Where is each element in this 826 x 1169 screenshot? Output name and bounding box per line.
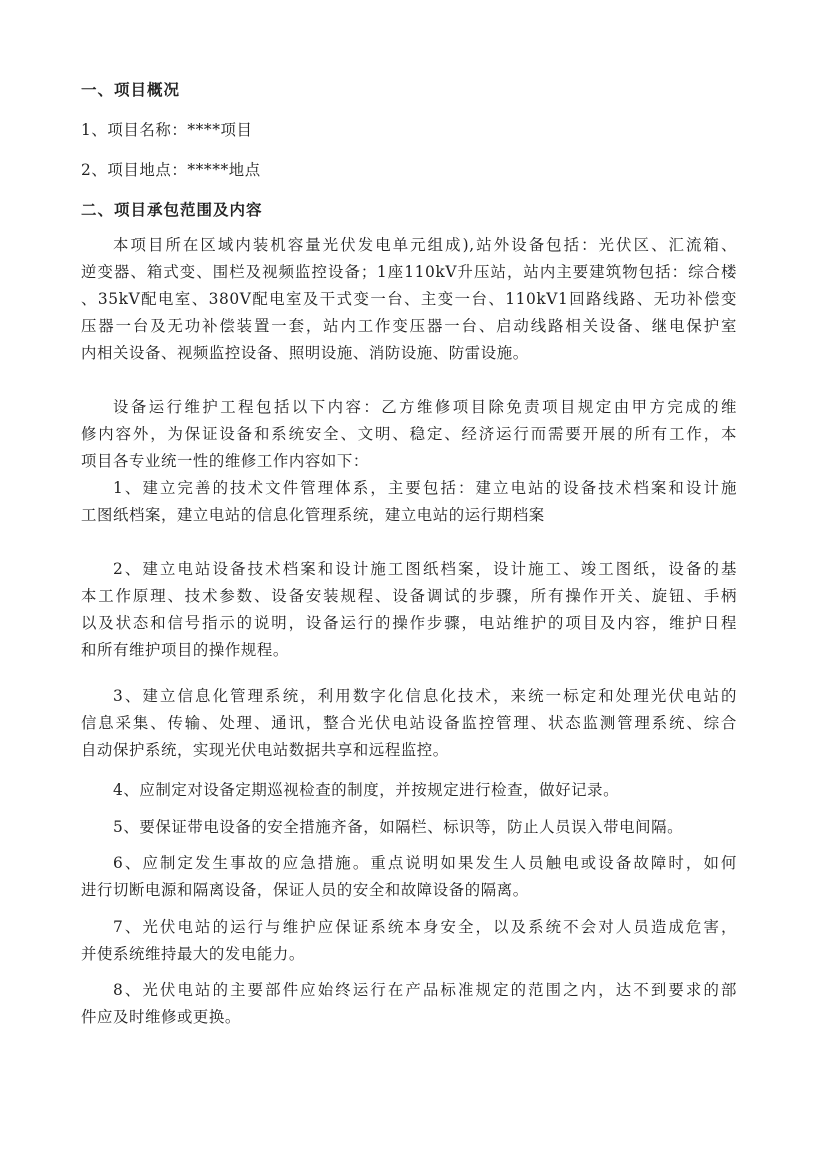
project-name-item: 1、项目名称：****项目 [81, 121, 253, 139]
list-item-line: 信息采集、传输、处理、通讯，整合光伏电站设备监控管理、状态监测管理系统、综合 [81, 714, 737, 732]
section-heading-overview: 一、项目概况 [81, 81, 181, 99]
list-item-line: 进行切断电源和隔离设备，保证人员的安全和故障设备的隔离。 [81, 881, 529, 899]
list-item-line: 6、应制定发生事故的应急措施。重点说明如果发生人员触电或设备故障时，如何 [113, 854, 737, 872]
list-item-line: 3、建立信息化管理系统，利用数字化信息化技术，来统一标定和处理光伏电站的 [113, 687, 737, 705]
paragraph-line: 内相关设备、视频监控设备、照明设施、消防设施、防雷设施。 [81, 344, 529, 362]
list-item-line: 和所有维护项目的操作规程。 [81, 641, 289, 659]
paragraph-line: 逆变器、箱式变、围栏及视频监控设备；1座110kV升压站，站内主要建筑物包括：综合楼 [81, 263, 737, 281]
list-item-line: 7、光伏电站的运行与维护应保证系统本身安全，以及系统不会对人员造成危害， [113, 918, 737, 936]
paragraph-line: 压器一台及无功补偿装置一套，站内工作变压器一台、启动线路相关设备、继电保护室 [81, 317, 737, 335]
list-item-line: 4、应制定对设备定期巡视检查的制度，并按规定进行检查，做好记录。 [113, 781, 620, 799]
list-item-line: 件应及时维修或更换。 [81, 1008, 241, 1026]
list-item-line: 1、建立完善的技术文件管理体系，主要包括：建立电站的设备技术档案和设计施 [113, 479, 737, 497]
list-item-line: 2、建立电站设备技术档案和设计施工图纸档案，设计施工、竣工图纸，设备的基 [113, 560, 737, 578]
list-item-line: 自动保护系统，实现光伏电站数据共享和远程监控。 [81, 741, 449, 759]
list-item-line: 本工作原理、技术参数、设备安装规程、设备调试的步骤，所有操作开关、旋钮、手柄 [81, 587, 737, 605]
list-item-line: 并使系统维持最大的发电能力。 [81, 945, 305, 963]
list-item-line: 以及状态和信号指示的说明，设备运行的操作步骤，电站维护的项目及内容，维护日程 [81, 614, 737, 632]
project-location-item: 2、项目地点：*****地点 [81, 161, 261, 179]
paragraph-line: 本项目所在区域内装机容量光伏发电单元组成),站外设备包括：光伏区、汇流箱、 [113, 236, 737, 254]
paragraph-line: 项目各专业统一性的维修工作内容如下： [81, 452, 369, 470]
paragraph-line: 设备运行维护工程包括以下内容：乙方维修项目除免责项目规定由甲方完成的维 [113, 398, 737, 416]
paragraph-line: 、35kV配电室、380V配电室及干式变一台、主变一台、110kV1回路线路、无功补偿变 [81, 290, 737, 308]
list-item-line: 8、光伏电站的主要部件应始终运行在产品标准规定的范围之内，达不到要求的部 [113, 981, 737, 999]
section-heading-scope: 二、项目承包范围及内容 [81, 201, 263, 219]
list-item-line: 5、要保证带电设备的安全措施齐备，如隔栏、标识等，防止人员误入带电间隔。 [113, 818, 684, 836]
paragraph-line: 修内容外，为保证设备和系统安全、文明、稳定、经济运行而需要开展的所有工作，本 [81, 425, 737, 443]
list-item-line: 工图纸档案，建立电站的信息化管理系统，建立电站的运行期档案 [81, 506, 545, 524]
